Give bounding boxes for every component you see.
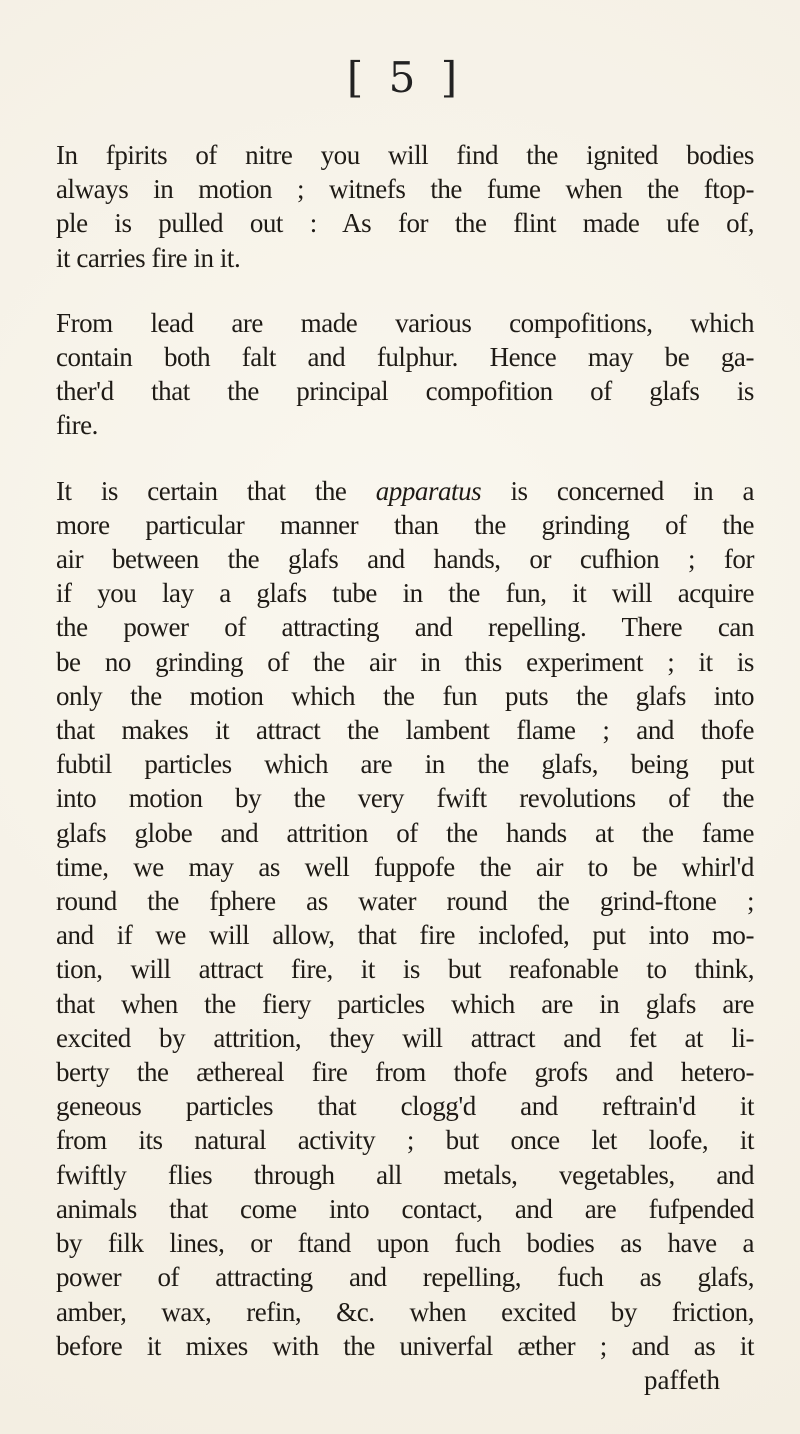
- text-line: ther'd that the principal compofition of glafs is: [56, 376, 754, 407]
- text-line: be no grinding of the air in this experiment ; it is: [56, 646, 754, 677]
- catchword: paffeth: [644, 1364, 720, 1395]
- text-run: is concerned in a: [481, 475, 754, 506]
- text-line-first: [56, 474, 754, 508]
- text-line: before it mixes with the univerfal æther ; and as it: [56, 1330, 754, 1361]
- text-line: that makes it attract the lambent flame ; and thofe: [56, 715, 754, 746]
- text-line: the power of attracting and repelling. There can: [56, 612, 754, 643]
- text-line: animals that come into contact, and are fufpended: [56, 1193, 754, 1224]
- text-line: tion, will attract fire, it is but reafonable to think,: [56, 954, 754, 985]
- text-line: In fpirits of nitre you will find the ignited bodies: [56, 140, 754, 170]
- text-run: It is certain that the: [56, 475, 376, 506]
- text-line: From lead are made various compofitions, which: [56, 307, 754, 338]
- text-line: contain both falt and fulphur. Hence may be ga-: [56, 342, 754, 373]
- text-line: by filk lines, or ftand upon fuch bodies as have a: [56, 1228, 754, 1259]
- text-line: fwiftly flies through all metals, vegetables, and: [56, 1159, 754, 1190]
- text-line: geneous particles that clogg'd and reftrain'd it: [56, 1091, 754, 1122]
- text-line: if you lay a glafs tube in the fun, it will acquire: [56, 578, 754, 609]
- text-line: power of attracting and repelling, fuch as glafs,: [56, 1262, 754, 1293]
- text-line: round the fphere as water round the grind-ftone ;: [56, 886, 754, 917]
- text-line: fubtil particles which are in the glafs, being put: [56, 749, 754, 780]
- text-line: amber, wax, refin, &c. when excited by friction,: [56, 1296, 754, 1327]
- text-line: more particular manner than the grinding of the: [56, 509, 754, 540]
- text-line: into motion by the very fwift revolutions of the: [56, 783, 754, 814]
- text-line: and if we will allow, that fire inclofed, put into mo-: [56, 920, 754, 951]
- paragraph-3: [56, 474, 754, 1397]
- italic-word-apparatus: apparatus: [375, 475, 482, 506]
- text-line: that when the fiery particles which are in glafs are: [56, 988, 754, 1019]
- text-line: only the motion which the fun puts the glafs into: [56, 680, 754, 711]
- text-line: berty the æthereal fire from thofe grofs and hetero-: [56, 1057, 754, 1088]
- text-line: ple is pulled out : As for the flint made ufe of,: [56, 208, 754, 239]
- text-line: glafs globe and attrition of the hands at the fame: [56, 817, 754, 848]
- text-line: from its natural activity ; but once let loofe, it: [56, 1125, 754, 1156]
- paragraph-1: [56, 138, 754, 275]
- text-line: it carries fire in it.: [56, 242, 241, 273]
- text-line: time, we may as well fuppofe the air to be whirl'd: [56, 851, 754, 882]
- text-line: always in motion ; witnefs the fume when the ftop-: [56, 174, 754, 205]
- text-line: excited by attrition, they will attract and fet at li-: [56, 1022, 754, 1053]
- page-number: [ 5 ]: [346, 53, 464, 102]
- paragraph-2: [56, 306, 754, 443]
- text-line: air between the glafs and hands, or cufhion ; for: [56, 544, 754, 575]
- text-line: fire.: [56, 410, 98, 441]
